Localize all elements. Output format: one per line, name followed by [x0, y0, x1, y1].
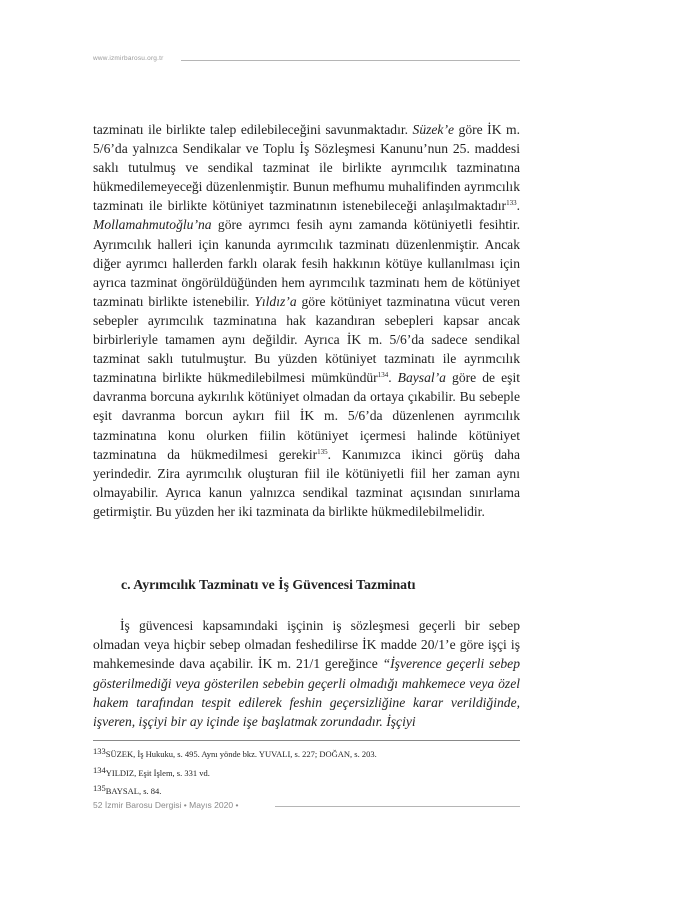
p1-text-2: göre İK m. 5/6’da yalnızca Sendikalar ve Toplu İş Sözleşmesi Kanunu’nun 25. maddesi saklı tutulmuş ve sendikal tazminat ile birlikte ayrımcılık tazminatına hükmedilemeyeceği düzenlenmiştir. Bunun mefhumu muhalifinden ayrımcılık tazminatı ile birlikte kötüniyet tazminatının istenebileceği anlaşılmaktadır	[93, 122, 520, 214]
paragraph-1	[93, 120, 520, 521]
issue-date: Mayıs 2020	[189, 800, 234, 810]
p1-text-1: tazminatı ile birlikte talep edilebileceğini savunmaktadır.	[93, 122, 413, 137]
header-rule	[181, 60, 520, 61]
page-number: 52	[93, 800, 103, 810]
footnotes	[93, 745, 520, 801]
p1-author-mollamahmutoglu: Mollamahmutoğlu’na	[93, 217, 212, 233]
p1-author-suzek: Süzek’e	[412, 122, 455, 137]
journal-name: İzmir Barosu Dergisi	[104, 800, 182, 810]
footnote-ref-135[interactable]: 135	[317, 447, 328, 456]
footer-rule	[275, 806, 520, 807]
p2-quote: “İşverence geçerli sebep gösterilmediği veya gösterilen sebebin geçerli olmadığı mahkemece veya özel hakem tarafından tespit edilerek feshin geçersizliğine karar verildiğinde, işveren, işçiyi bir ay içinde işe başlatmak zorundadır. İşçiyi	[93, 656, 520, 730]
site-url: www.izmirbarosu.org.tr	[93, 55, 164, 62]
footnote-ref-133[interactable]: 133	[506, 199, 517, 208]
page-footer	[93, 800, 520, 814]
footnote-number: 133	[93, 746, 106, 756]
page-header	[93, 55, 520, 67]
footnote-number: 134	[93, 764, 106, 775]
footer-separator: •	[183, 800, 187, 810]
p1-text-8: . Kanımızca ikinci görüş daha yerindedir. Zira ayrımcılık oluşturan fiil ile kötüniyetli fiil her zaman aynı olmayabilir. Ayrıca kanun yalnızca sendikal tazminat açısından sınırlama getirmiştir. Bu yüzden her iki tazminata da birlikte hükmedilebilmelidir.	[93, 446, 520, 519]
p1-text-5: göre kötüniyet tazminatına vücut veren sebepler ayrımcılık tazminatına hak kazandıran sebepleri kapsar ancak birbirleriyle tamamen aynı değildir. Ayrıca İK m. 5/6’da sadece sendikal tazminat saklı tutulmuştur. Bu yüzden kötüniyet tazminatı ile ayrımcılık tazminatına birlikte hükmedilebilmesi mümkündür	[93, 293, 521, 386]
paragraph-2	[93, 616, 520, 731]
footer-separator: •	[235, 800, 239, 810]
footnote-ref-134[interactable]: 134	[377, 371, 389, 380]
p2-text-1: İş güvencesi kapsamındaki işçinin iş sözleşmesi geçerli bir sebep olmadan veya hiçbir sebep olmadan feshedilirse İK madde 20/1’e göre işçi iş mahkemesinde dava açabilir. İK m. 21/1 gereğince	[93, 618, 520, 672]
footnote-133	[93, 745, 520, 764]
footnote-number: 135	[93, 783, 106, 793]
p1-text-6: .	[388, 370, 398, 386]
footnote-135	[93, 782, 520, 801]
footnote-divider	[93, 740, 520, 741]
p1-text-7: göre de eşit davranma borcuna aykırılık kötüniyet olmadan da ortaya çıkabilir. Bu sebeple eşit davranma borcun aykırı fiil İK m. 5/6’da düzenlenen ayrımcılık tazminatına konu olurken fiilin kötüniyet içermesi halinde kötüniyet tazminatına da hükmedilmesi gerekir	[93, 370, 521, 462]
footnote-text: SÜZEK, İş Hukuku, s. 495. Aynı yönde bkz. YUVALI, s. 227; DOĞAN, s. 203.	[105, 749, 377, 759]
footnote-text: YILDIZ, Eşit İşlem, s. 331 vd.	[105, 767, 210, 778]
p1-text-3: .	[516, 198, 520, 214]
p1-author-baysal: Baysal’a	[397, 370, 446, 386]
p1-author-yildiz: Yıldız’a	[254, 293, 297, 309]
footnote-134	[93, 764, 520, 783]
footer-text	[93, 800, 238, 810]
section-heading: c. Ayrımcılık Tazminatı ve İş Güvencesi Tazminatı	[121, 577, 416, 592]
footnote-text: BAYSAL, s. 84.	[105, 786, 162, 796]
p1-text-4: göre ayrımcı fesih aynı zamanda kötüniyetli fesihtir. Ayrımcılık halleri için kanunda ayrımcılık tazminatı düzenlenmiştir. Ancak diğer ayrımcı hallerden farklı olarak fesih hakkının kötüye kullanılması için ayrıca tazminat öngörüldüğünden hem ayrımcılık tazminatı hem de kötüniyet tazminatı birlikte istenebilir.	[93, 217, 520, 309]
